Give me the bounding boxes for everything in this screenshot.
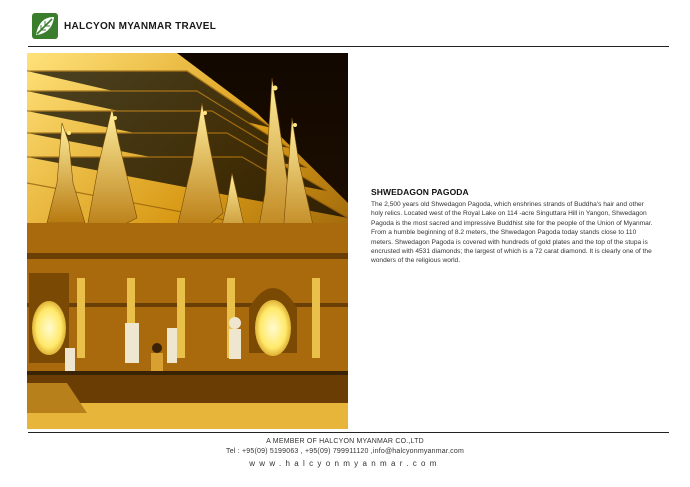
- website-link[interactable]: www.halcyonmyanmar.com: [249, 459, 441, 468]
- brand-name: HALCYON MYANMAR TRAVEL: [64, 20, 217, 32]
- member-line: A MEMBER OF HALCYON MYANMAR CO.,LTD: [266, 438, 424, 445]
- header: [32, 13, 216, 39]
- article-title: SHWEDAGON PAGODA: [371, 187, 469, 197]
- leaf-logo-icon: [32, 13, 58, 39]
- article-paragraph: From a humble beginning of 8.2 meters, the Shwedagon Pagoda today stands close to 110 meters. Shwedagon Pagoda is covered with hundreds of gold plates and the top of the stupa is encrusted with 4531 diamonds; the largest of which is a 72 carat diamond. It is clearly one of the wonders of the religious world.: [371, 229, 652, 265]
- header-divider: [28, 46, 669, 47]
- pagoda-photo: [27, 53, 348, 429]
- contact-line: Tel : +95(09) 5199063 , +95(09) 799911120 ,info@halcyonmyanmar.com: [226, 448, 464, 455]
- article: [371, 187, 656, 266]
- article-paragraph: The 2,500 years old Shwedagon Pagoda, which enshrines strands of Buddha's hair and other holy relics. Located west of the Royal Lake on 114 -acre Singuttara Hill in Yangon, Shwedagon Pagoda is the most sacred and impressive Buddhist site for the people of the Union of Myanmar.: [371, 201, 653, 227]
- pagoda-illustration: [27, 53, 348, 429]
- footer-divider: [28, 432, 669, 433]
- footer: [0, 437, 690, 471]
